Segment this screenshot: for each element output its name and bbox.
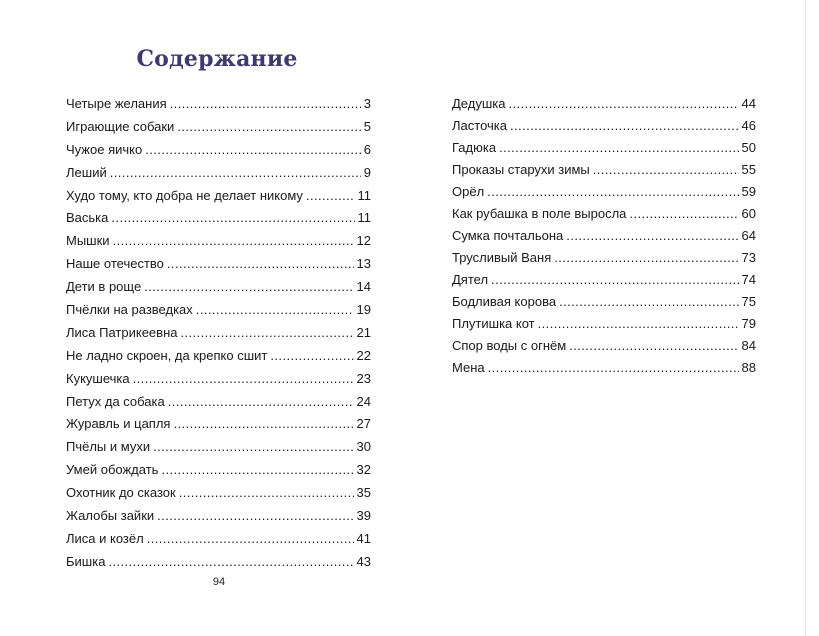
toc-entry-page: 30: [356, 439, 371, 455]
dot-leader: [108, 551, 353, 574]
toc-entry-page: 5: [363, 118, 371, 134]
dot-leader: [111, 207, 354, 230]
dot-leader: [306, 185, 355, 208]
toc-entry-page: 88: [741, 360, 756, 375]
toc-entry-title: Орёл: [452, 184, 485, 199]
dot-leader: [487, 181, 738, 203]
dot-leader: [488, 357, 739, 379]
toc-entry: [452, 225, 756, 247]
dot-leader: [510, 115, 739, 137]
dot-leader: [508, 93, 738, 115]
toc-entry: [66, 116, 371, 139]
toc-entry-page: 11: [357, 210, 371, 226]
toc-entry: [66, 276, 371, 299]
toc-entry-page: 32: [356, 462, 371, 478]
toc-entry-title: Четыре желания: [66, 96, 167, 111]
toc-entry: [452, 93, 756, 115]
page-edge-divider: [805, 0, 806, 636]
toc-entry-page: 44: [741, 96, 756, 111]
toc-entry-title: Пчёлы и мухи: [66, 439, 151, 455]
toc-entry-title: Сумка почтальона: [452, 228, 564, 243]
toc-entry-title: Не ладно скроен, да крепко сшит: [66, 347, 268, 363]
toc-entry-page: 64: [741, 228, 756, 243]
toc-entry-title: Дедушка: [452, 96, 506, 111]
toc-entry-page: 11: [357, 187, 371, 203]
toc-entry-page: 21: [356, 324, 371, 340]
toc-entry: [66, 230, 371, 253]
toc-entry-page: 75: [741, 294, 756, 309]
toc-entry: [66, 482, 371, 505]
toc-entry-title: Чужое яичко: [66, 141, 143, 157]
toc-entry-title: Кукушечка: [66, 370, 130, 386]
page-title: Содержание: [136, 46, 298, 72]
toc-right-column: [452, 93, 756, 379]
toc-entry-title: Наше отечество: [66, 256, 164, 272]
toc-entry-title: Умей обождать: [66, 462, 159, 478]
dot-leader: [559, 291, 738, 313]
toc-entry-title: Бодливая корова: [452, 294, 557, 309]
toc-entry: [452, 335, 756, 357]
toc-entry-title: Жалобы зайки: [66, 508, 155, 524]
toc-entry-title: Гадюка: [452, 140, 497, 155]
toc-entry-page: 39: [356, 508, 371, 524]
toc-entry: [66, 322, 371, 345]
toc-entry-page: 74: [741, 272, 756, 287]
dot-leader: [569, 335, 738, 357]
toc-entry-title: Пчёлки на разведках: [66, 302, 193, 318]
dot-leader: [177, 116, 360, 139]
dot-leader: [629, 203, 738, 225]
toc-entry-page: 41: [356, 530, 371, 546]
toc-entry-title: Васька: [66, 210, 109, 226]
toc-entry-title: Мена: [452, 360, 485, 375]
toc-entry-title: Леший: [66, 164, 107, 180]
toc-entry: [66, 207, 371, 230]
toc-entry: [452, 247, 756, 269]
dot-leader: [145, 139, 361, 162]
dot-leader: [593, 159, 739, 181]
toc-entry-title: Журавль и цапля: [66, 416, 171, 432]
toc-entry-page: 46: [741, 118, 756, 133]
toc-entry-page: 35: [356, 485, 371, 501]
toc-entry: [452, 203, 756, 225]
toc-entry: [66, 253, 371, 276]
toc-entry-title: Трусливый Ваня: [452, 250, 552, 265]
dot-leader: [566, 225, 738, 247]
toc-entry-page: 60: [741, 206, 756, 221]
toc-entry: [66, 436, 371, 459]
toc-entry-page: 13: [356, 256, 371, 272]
toc-entry: [452, 137, 756, 159]
toc-entry-page: 6: [363, 141, 371, 157]
toc-entry: [452, 115, 756, 137]
dot-leader: [133, 368, 354, 391]
dot-leader: [554, 247, 738, 269]
toc-entry: [66, 299, 371, 322]
toc-entry-title: Петух да собака: [66, 393, 165, 409]
dot-leader: [157, 505, 353, 528]
dot-leader: [153, 436, 353, 459]
toc-entry: [66, 139, 371, 162]
toc-entry: [452, 313, 756, 335]
toc-entry: [66, 391, 371, 414]
toc-entry-title: Охотник до сказок: [66, 485, 176, 501]
dot-leader: [173, 413, 353, 436]
toc-entry: [452, 159, 756, 181]
toc-entry: [66, 528, 371, 551]
toc-entry: [66, 368, 371, 391]
toc-entry: [66, 93, 371, 116]
dot-leader: [110, 162, 361, 185]
toc-entry-page: 12: [356, 233, 371, 249]
toc-entry-title: Ласточка: [452, 118, 507, 133]
toc-entry-page: 3: [363, 96, 371, 111]
toc-entry: [66, 459, 371, 482]
toc-entry: [452, 181, 756, 203]
toc-entry: [66, 162, 371, 185]
toc-entry: [452, 269, 756, 291]
toc-entry-title: Плутишка кот: [452, 316, 535, 331]
toc-entry-title: Играющие собаки: [66, 118, 175, 134]
toc-entry-page: 24: [356, 393, 371, 409]
toc-entry-title: Бишка: [66, 553, 106, 569]
toc-entry-title: Дети в роще: [66, 279, 142, 295]
dot-leader: [491, 269, 738, 291]
toc-entry-title: Спор воды с огнём: [452, 338, 567, 353]
toc-entry-page: 19: [356, 302, 371, 318]
toc-entry-title: Лиса Патрикеевна: [66, 324, 178, 340]
dot-leader: [270, 345, 353, 368]
toc-entry-title: Как рубашка в поле выросла: [452, 206, 627, 221]
toc-entry: [66, 505, 371, 528]
toc-entry: [452, 291, 756, 313]
dot-leader: [499, 137, 738, 159]
toc-entry-title: Дятел: [452, 272, 489, 287]
toc-entry-page: 22: [356, 347, 371, 363]
toc-entry-title: Худо тому, кто добра не делает никому: [66, 187, 303, 203]
toc-entry-page: 59: [741, 184, 756, 199]
dot-leader: [113, 230, 354, 253]
toc-entry: [66, 551, 371, 574]
toc-entry-title: Лиса и козёл: [66, 530, 144, 546]
toc-entry-page: 55: [741, 162, 756, 177]
dot-leader: [161, 459, 353, 482]
toc-entry-page: 27: [356, 416, 371, 432]
dot-leader: [170, 93, 361, 116]
toc-entry: [66, 345, 371, 368]
dot-leader: [147, 528, 354, 551]
toc-entry-page: 50: [741, 140, 756, 155]
toc-entry-title: Мышки: [66, 233, 110, 249]
dot-leader: [180, 322, 353, 345]
toc-entry-title: Проказы старухи зимы: [452, 162, 590, 177]
toc-entry-page: 23: [356, 370, 371, 386]
toc-entry-page: 9: [363, 164, 371, 180]
dot-leader: [179, 482, 354, 505]
toc-left-column: [66, 93, 371, 574]
page-number: 94: [212, 576, 226, 588]
toc-entry-page: 79: [741, 316, 756, 331]
toc-entry: [66, 185, 371, 208]
toc-entry: [66, 413, 371, 436]
dot-leader: [167, 253, 354, 276]
dot-leader: [196, 299, 354, 322]
toc-entry-page: 14: [356, 279, 371, 295]
dot-leader: [168, 391, 354, 414]
toc-entry-page: 43: [356, 553, 371, 569]
dot-leader: [144, 276, 353, 299]
toc-entry-page: 84: [741, 338, 756, 353]
toc-entry: [452, 357, 756, 379]
dot-leader: [538, 313, 739, 335]
toc-entry-page: 73: [741, 250, 756, 265]
